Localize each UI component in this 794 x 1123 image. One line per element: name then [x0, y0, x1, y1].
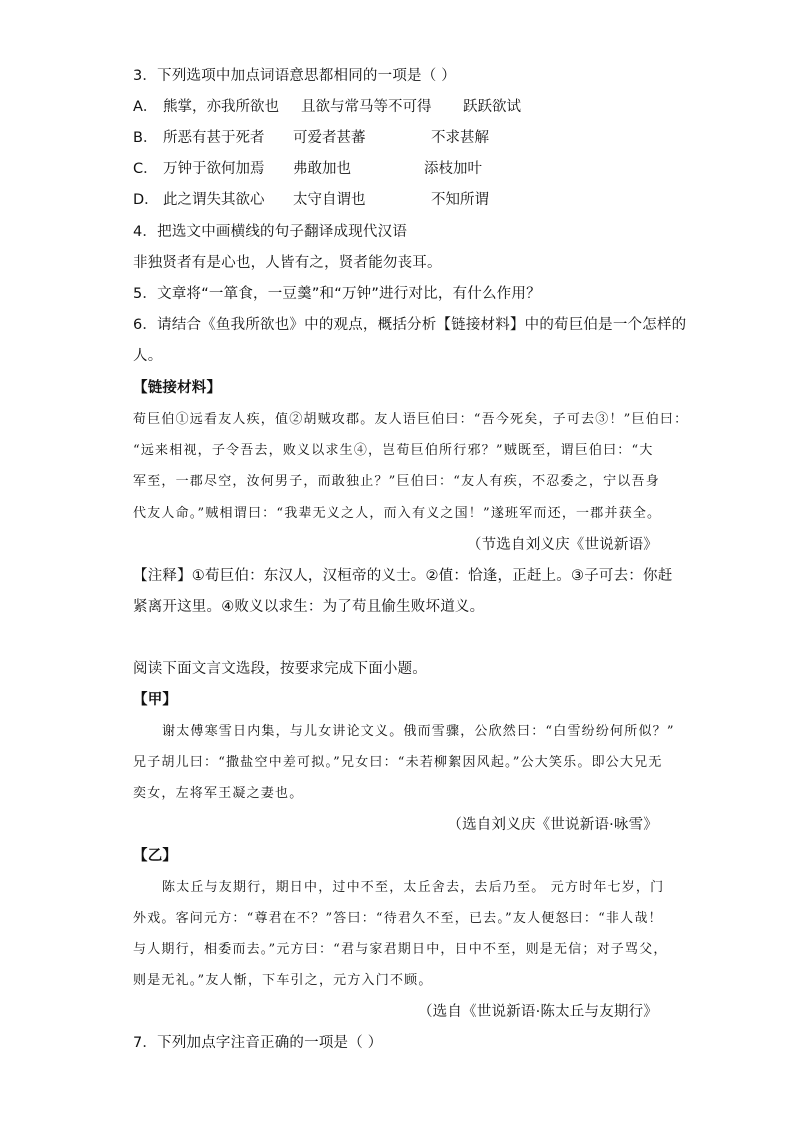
passage-jia-line-2: 兄子胡儿曰：“撒盐空中差可拟。”兄女曰：“未若柳絮因风起。”公大笑乐。即公大兄无	[133, 755, 663, 770]
question-6-stem-line-1: 6．请结合《鱼我所欲也》中的观点，概括分析【链接材料】中的荀巨伯是一个怎样的	[133, 317, 687, 333]
option-label: C．	[133, 161, 158, 177]
link-material-line-2: “远来相视，子令吾去，败义以求生④，岂荀巨伯所行邪？”贼既至，谓巨伯曰：“大	[133, 443, 654, 458]
option-label: B．	[133, 130, 158, 146]
passage-yi-heading: 【乙】	[133, 848, 178, 864]
link-material-source: （节选自刘义庆《世说新语》	[466, 537, 658, 553]
passage-yi-line-2: 外戏。客问元方：“尊君在不？”答曰：“待君久不至，已去。”友人便怒曰：“非人哉！	[133, 911, 663, 926]
link-material-line-3: 军至，一郡尽空，汝何男子，而敢独止？”巨伯曰：“友人有疾，不忍委之，宁以吾身	[133, 474, 660, 489]
option-phrase-3: 添枝加叶	[424, 161, 482, 177]
passage-yi-line-1: 陈太丘与友期行，期日中，过中不至，太丘舍去，去后乃至。 元方时年七岁，门	[162, 880, 665, 895]
passage-yi-line-4: 则是无礼。”友人惭，下车引之，元方入门不顾。	[133, 973, 433, 988]
passage-jia-line-3: 奕女，左将军王凝之妻也。	[133, 786, 304, 801]
option-phrase-1: 所恶有甚于死者	[163, 130, 265, 146]
option-phrase-2: 太守自谓也	[293, 192, 366, 208]
link-material-notes-line-2: 紧离开这里。④败义以求生：为了苟且偷生败坏道义。	[133, 599, 485, 615]
option-phrase-2: 弗敢加也	[293, 161, 351, 177]
section-intro: 阅读下面文言文选段，按要求完成下面小题。	[133, 661, 427, 677]
option-phrase-3: 跃跃欲试	[463, 99, 521, 115]
question-4-stem: 4．把选文中画横线的句子翻译成现代汉语	[133, 224, 408, 240]
option-phrase-1: 此之谓失其欲心	[163, 192, 265, 208]
passage-yi-source: （选自《世说新语·陈太丘与友期行》	[417, 1004, 658, 1020]
passage-jia-source: （选自刘义庆《世说新语·咏雪》	[447, 817, 658, 833]
option-label: A．	[133, 99, 158, 115]
option-label: D．	[133, 192, 159, 208]
option-phrase-2: 可爱者甚蕃	[293, 130, 366, 146]
question-5-stem: 5．文章将“一箪食，一豆羹”和“万钟”进行对比，有什么作用？	[133, 286, 541, 302]
question-6-stem-line-2: 人。	[133, 348, 163, 364]
link-material-heading: 【链接材料】	[133, 380, 222, 396]
option-phrase-2: 且欲与常马等不可得	[301, 99, 432, 115]
question-7-stem: 7．下列加点字注音正确的一项是（ ）	[133, 1035, 383, 1051]
link-material-line-1: 荀巨伯①远看友人疾，值②胡贼攻郡。友人语巨伯曰：“吾今死矣，子可去③！”巨伯曰：	[133, 412, 689, 427]
option-phrase-1: 熊掌，亦我所欲也	[163, 99, 279, 115]
option-phrase-3: 不求甚解	[431, 130, 489, 146]
question-3-stem: 3．下列选项中加点词语意思都相同的一项是（ ）	[133, 68, 456, 84]
option-phrase-3: 不知所谓	[431, 192, 489, 208]
question-4-sentence: 非独贤者有是心也，人皆有之，贤者能勿丧耳。	[133, 255, 442, 271]
passage-jia-heading: 【甲】	[133, 692, 178, 708]
passage-yi-line-3: 与人期行，相委而去。”元方曰：“君与家君期日中，日中不至，则是无信；对子骂父，	[133, 942, 668, 957]
link-material-line-4: 代友人命。”贼相谓曰：“我辈无义之人，而入有义之国！”遂班军而还，一郡并获全。	[133, 506, 662, 521]
option-phrase-1: 万钟于欲何加焉	[163, 161, 265, 177]
passage-jia-line-1: 谢太傅寒雪日内集，与儿女讲论文义。俄而雪骤，公欣然曰：“白雪纷纷何所似？”	[162, 724, 675, 739]
link-material-notes-line-1: 【注释】①荀巨伯：东汉人，汉桓帝的义士。②值：恰逢，正赶上。③子可去：你赶	[133, 568, 673, 584]
